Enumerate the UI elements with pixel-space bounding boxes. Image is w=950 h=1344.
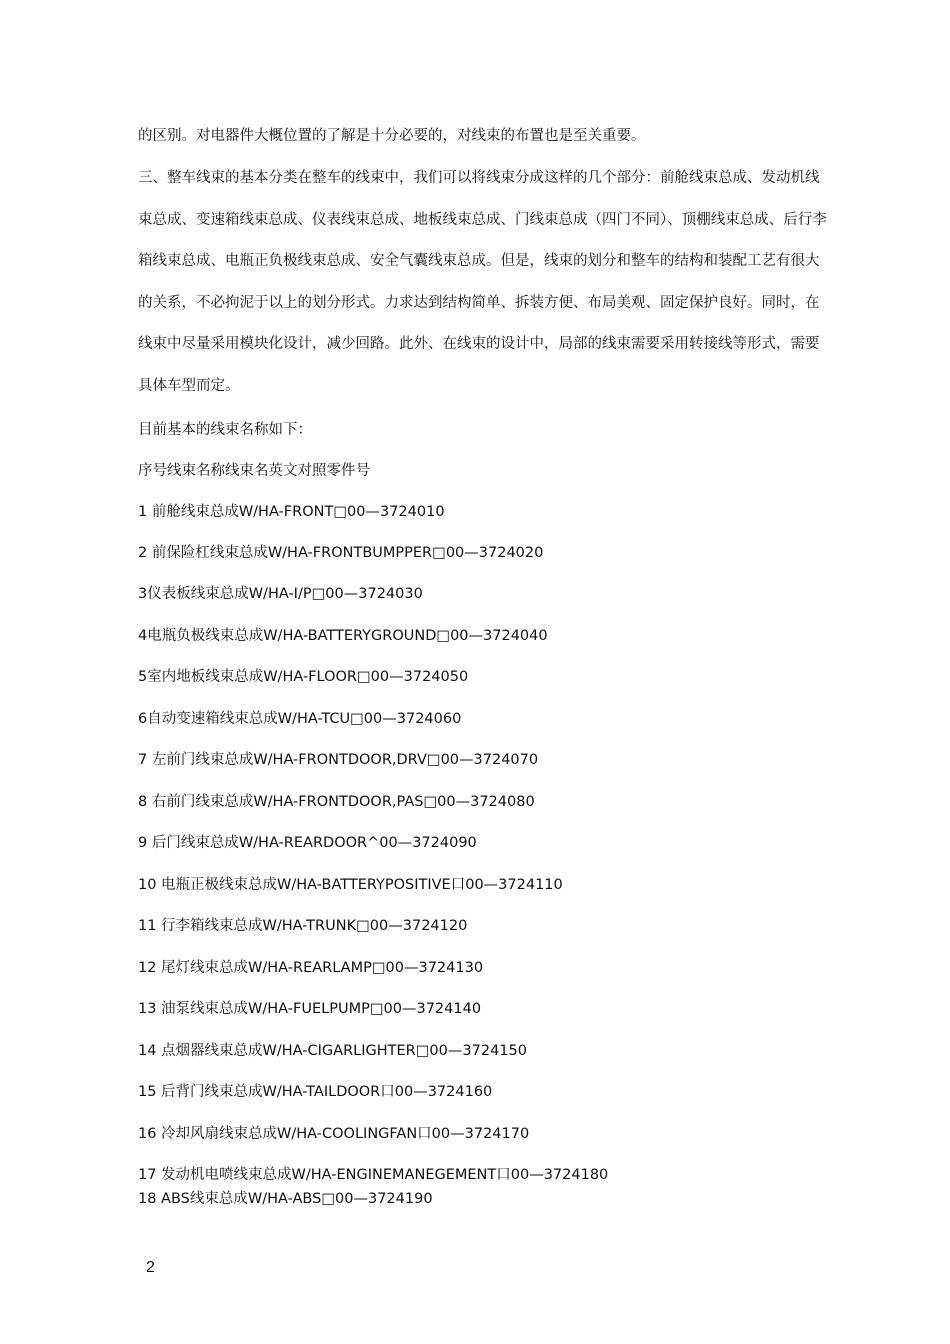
list-item: 12 尾灯线束总成W/HA-REARLAMP□00—3724130 [138, 960, 484, 976]
list-item: 14 点烟器线束总成W/HA-CIGARLIGHTER□00—3724150 [138, 1043, 527, 1059]
list-item: 18 ABS线束总成W/HA-ABS□00—3724190 [138, 1191, 433, 1207]
list-item: 4电瓶负极线束总成W/HA-BATTERYGROUND□00—3724040 [138, 628, 548, 644]
list-item: 13 油泵线束总成W/HA-FUELPUMP□00—3724140 [138, 1001, 482, 1017]
list-item: 9 后门线束总成W/HA-REARDOOR^00—3724090 [138, 835, 477, 851]
list-item: 15 后背门线束总成W/HA-TAILDOOR口00—3724160 [138, 1084, 493, 1100]
paragraph-continuation: 的区别。对电器件大概位置的了解是十分必要的，对线束的布置也是至关重要。 [138, 128, 646, 144]
list-item: 7 左前门线束总成W/HA-FRONTDOOR,DRV□00—3724070 [138, 752, 539, 768]
list-item: 10 电瓶正极线束总成W/HA-BATTERYPOSITIVE口00—3724110 [138, 877, 563, 893]
list-item: 17 发动机电喷线束总成W/HA-ENGINEMANEGEMENT口00—3724180 [138, 1167, 609, 1183]
page-number: 2 [146, 1259, 155, 1276]
list-intro: 目前基本的线束名称如下： [138, 422, 312, 438]
list-item: 2 前保险杠线束总成W/HA-FRONTBUMPPER□00—3724020 [138, 545, 544, 561]
list-item: 3仪表板线束总成W/HA-I/P□00—3724030 [138, 586, 423, 602]
list-item: 6自动变速箱线束总成W/HA-TCU□00—3724060 [138, 711, 462, 727]
list-item: 16 冷却风扇线束总成W/HA-COOLINGFAN口00—3724170 [138, 1126, 530, 1142]
list-item: 11 行李箱线束总成W/HA-TRUNK□00—3724120 [138, 918, 468, 934]
list-item: 1 前舱线束总成W/HA-FRONT□00—3724010 [138, 504, 445, 520]
table-header: 序号线束名称线束名英文对照零件号 [138, 463, 370, 479]
list-item: 5室内地板线束总成W/HA-FLOOR□00—3724050 [138, 669, 469, 685]
paragraph-harness-classification: 三、整车线束的基本分类在整车的线束中，我们可以将线束分成这样的几个部分：前舱线束总成、发动机线束总成、变速箱线束总成、仪表线束总成、地板线束总成、门线束总成（四门不同）、顶棚线束总成、后行李箱线束总成、电瓶正负极线束总成、安全气囊线束总成。但是，线束的划分和整车的结构和装配工艺有很大的关系，不必拘泥于以上的划分形式。力求达到结构简单、拆装方便、布局美观、固定保护良好。同时，在线束中尽量采用模块化设计，减少回路。此外、在线束的设计中，局部的线束需要采用转接线等形式，需要具体车型而定。 [138, 170, 827, 394]
list-item: 8 右前门线束总成W/HA-FRONTDOOR,PAS□00—3724080 [138, 794, 535, 810]
